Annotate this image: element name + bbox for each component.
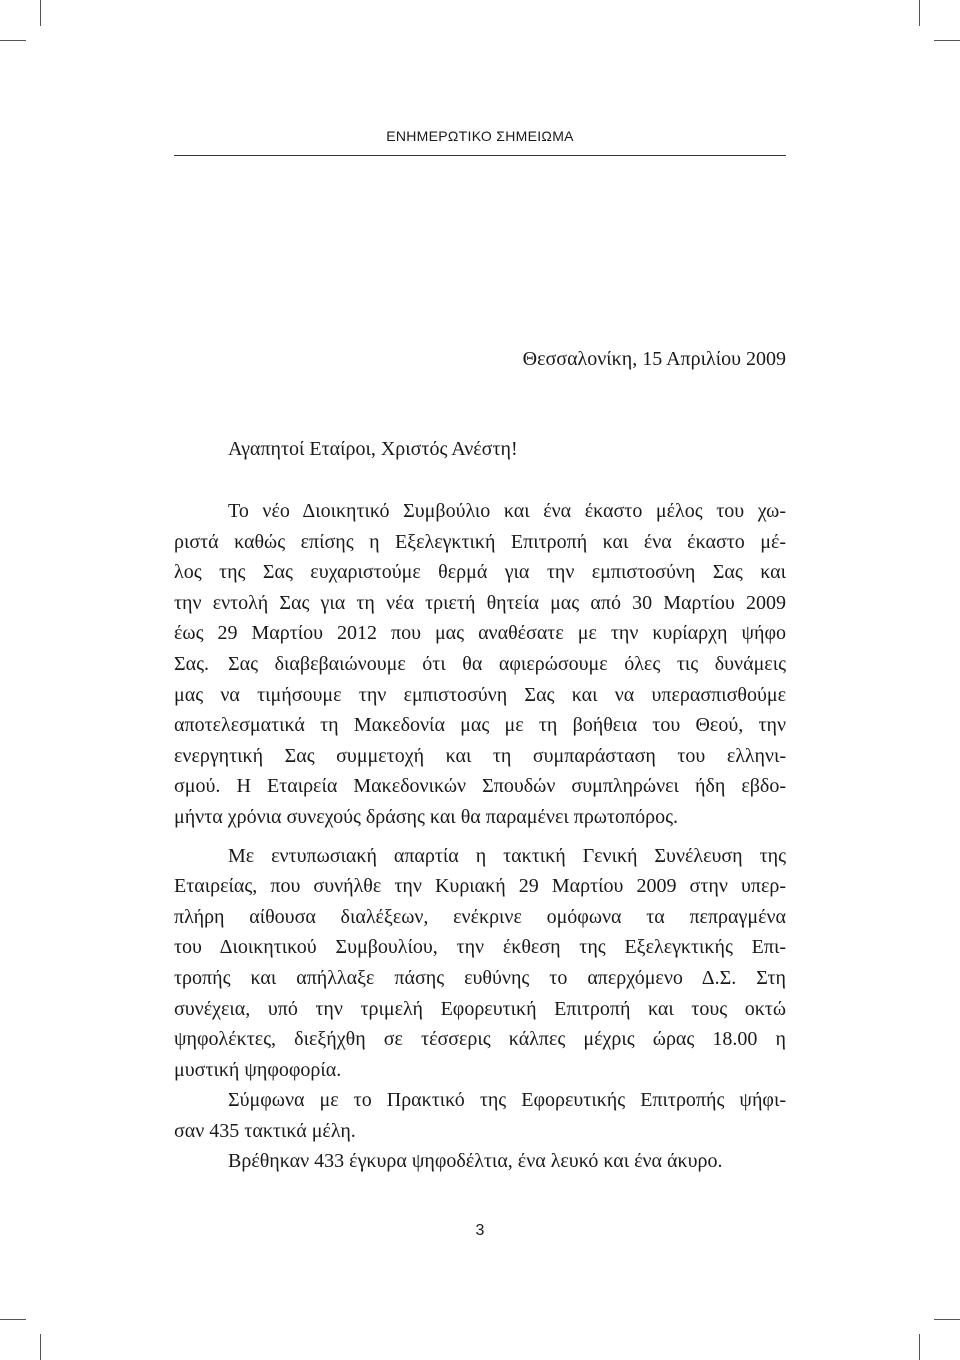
crop-mark <box>40 0 41 26</box>
crop-mark <box>919 1334 920 1360</box>
crop-mark <box>0 1319 26 1320</box>
text-line: Με εντυπωσιακή απαρτία η τακτική Γενική Συνέλευση της <box>228 844 786 867</box>
text-line: την εντολή Σας για τη νέα τριετή θητεία μας από 30 Μαρτίου 2009 <box>174 591 786 614</box>
text-line: Το νέο Διοικητικό Συμβούλιο και ένα έκαστο μέλος του χω- <box>228 500 786 522</box>
text-line: τροπής και απήλλαξε πάσης ευθύνης το απερχόμενο Δ.Σ. Στη <box>174 966 786 989</box>
text-line: ριστά καθώς επίσης η Εξελεγκτική Επιτροπή και ένα έκαστο μέ- <box>174 530 786 553</box>
text-line: Βρέθηκαν 433 έγκυρα ψηφοδέλτια, ένα λευκό και ένα άκυρο. <box>228 1150 723 1173</box>
text-line: Σας. <box>174 652 210 675</box>
text-line: ψηφολέκτες, διεξήχθη σε τέσσερις κάλπες μέχρις ώρας 18.00 η <box>174 1028 786 1051</box>
text-line: Εταιρείας, που συνήλθε την Κυριακή 29 Μαρτίου 2009 στην υπερ- <box>174 875 786 898</box>
text-line: μυστική ψηφοφορία. <box>174 1058 342 1081</box>
text-line: Σας διαβεβαιώνουμε ότι θα αφιερώσουμε όλες τις δυνάμεις <box>228 652 786 675</box>
crop-mark <box>934 40 960 41</box>
text-line: πλήρη αίθουσα διαλέξεων, ενέκρινε ομόφωνα τα πεπραγμένα <box>174 905 786 928</box>
text-line: συνέχεια, υπό την τριμελή Εφορευτική Επιτροπή και τους οκτώ <box>174 997 786 1020</box>
text-line: έως 29 Μαρτίου 2012 που μας αναθέσατε με την κυρίαρχη ψήφο <box>174 622 786 645</box>
text-line: Σύμφωνα με το Πρακτικό της Εφορευτικής Επιτροπής ψήφι- <box>228 1089 786 1112</box>
header-rule <box>174 155 786 156</box>
text-line: μήντα χρόνια συνεχούς δράσης και θα παραμένει πρωτοπόρος. <box>174 805 679 828</box>
paragraph <box>174 649 786 833</box>
crop-mark <box>919 0 920 26</box>
crop-mark <box>40 1334 41 1360</box>
text-line: σμού. Η Εταιρεία Μακεδονικών Σπουδών συμπληρώνει ήδη εβδο- <box>174 775 786 798</box>
crop-mark <box>934 1319 960 1320</box>
letter-body <box>174 496 786 1177</box>
running-header: ΕΝΗΜΕΡΩΤΙΚΟ ΣΗΜΕΙΩΜΑ <box>386 128 574 144</box>
text-line: σαν 435 τακτικά μέλη. <box>174 1119 356 1142</box>
letter-greeting: Αγαπητοί Εταίροι, Χριστός Ανέστη! <box>228 438 518 460</box>
text-line: αποτελεσματικά τη Μακεδονία μας με τη βοήθεια του Θεού, την <box>174 714 786 737</box>
paragraph <box>174 1085 786 1146</box>
crop-mark <box>0 40 26 41</box>
text-line: μας να τιμήσουμε την εμπιστοσύνη Σας και να υπερασπισθούμε <box>174 683 786 706</box>
text-line: του Διοικητικού Συμβουλίου, την έκθεση της Εξελεγκτικής Επι- <box>174 936 786 959</box>
paragraph <box>174 841 786 1086</box>
letter-date: Θεσσαλονίκη, 15 Απριλίου 2009 <box>522 348 786 370</box>
paragraph <box>174 1146 786 1177</box>
text-line: λος της Σας ευχαριστούμε θερμά για την εμπιστοσύνη Σας και <box>174 561 786 584</box>
text-line: ενεργητική Σας συμμετοχή και τη συμπαράσταση του ελληνι- <box>174 744 786 767</box>
page-number: 3 <box>475 1222 485 1239</box>
